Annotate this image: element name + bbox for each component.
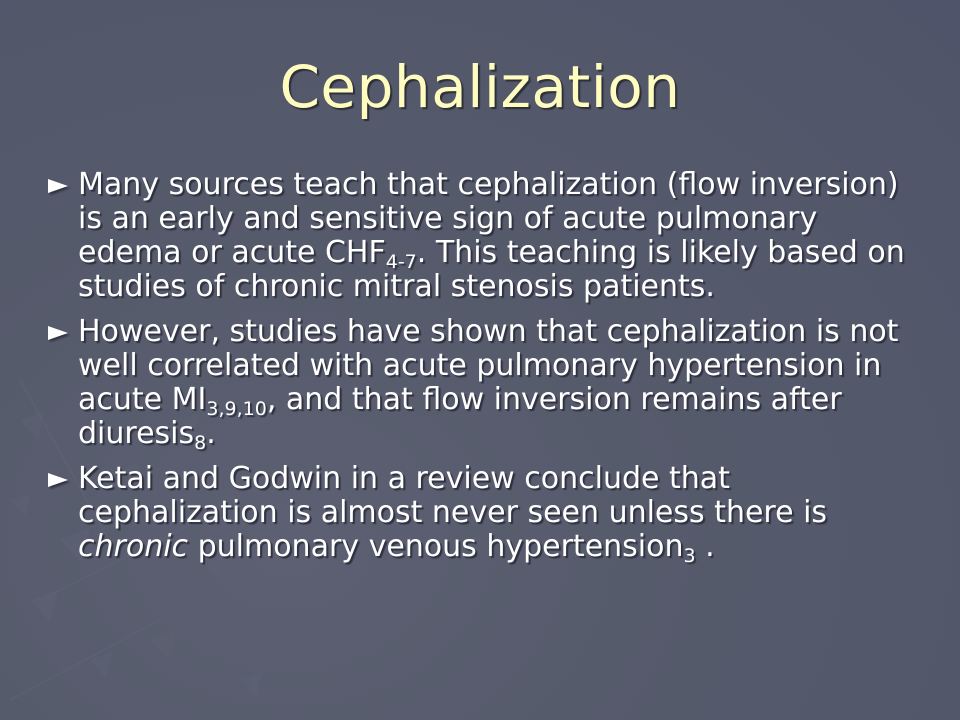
bullet-item: [46, 314, 926, 454]
bullet-list: [46, 168, 926, 575]
citation-subscript: 4-7: [385, 251, 417, 273]
text-segment: Ketai and Godwin in a review conclude that cephalization is almost never seen unless there is: [78, 461, 828, 530]
slide-title: Cephalization: [279, 53, 681, 121]
bullet-text: [78, 167, 905, 304]
text-segment: .: [206, 416, 216, 451]
citation-subscript: 3,9,10: [206, 398, 267, 420]
text-segment: . This teaching is likely based on studies of chronic mitral stenosis patients.: [78, 235, 905, 304]
bullet-text: [78, 461, 828, 567]
emphasis-text: chronic: [78, 529, 189, 564]
bullet-item: [46, 168, 926, 304]
right-triangle-icon: [48, 326, 68, 340]
text-segment: .: [695, 529, 715, 564]
citation-subscript: 8: [194, 432, 207, 454]
citation-subscript: 3: [683, 545, 696, 567]
text-segment: pulmonary venous hypertension: [188, 529, 684, 564]
bullet-item: [46, 461, 926, 567]
right-triangle-icon: [48, 473, 68, 487]
bullet-text: [78, 314, 899, 454]
right-triangle-icon: [48, 179, 68, 193]
text-segment: However, studies have shown that cephalization is not well correlated with acute pulmonary hypertension in acute MI: [78, 314, 899, 417]
text-segment: , and that flow inversion remains after diuresis: [78, 382, 842, 451]
text-segment: Many sources teach that cephalization (flow inversion) is an early and sensitive sign of acute pulmonary edema or acute CHF: [78, 167, 899, 270]
